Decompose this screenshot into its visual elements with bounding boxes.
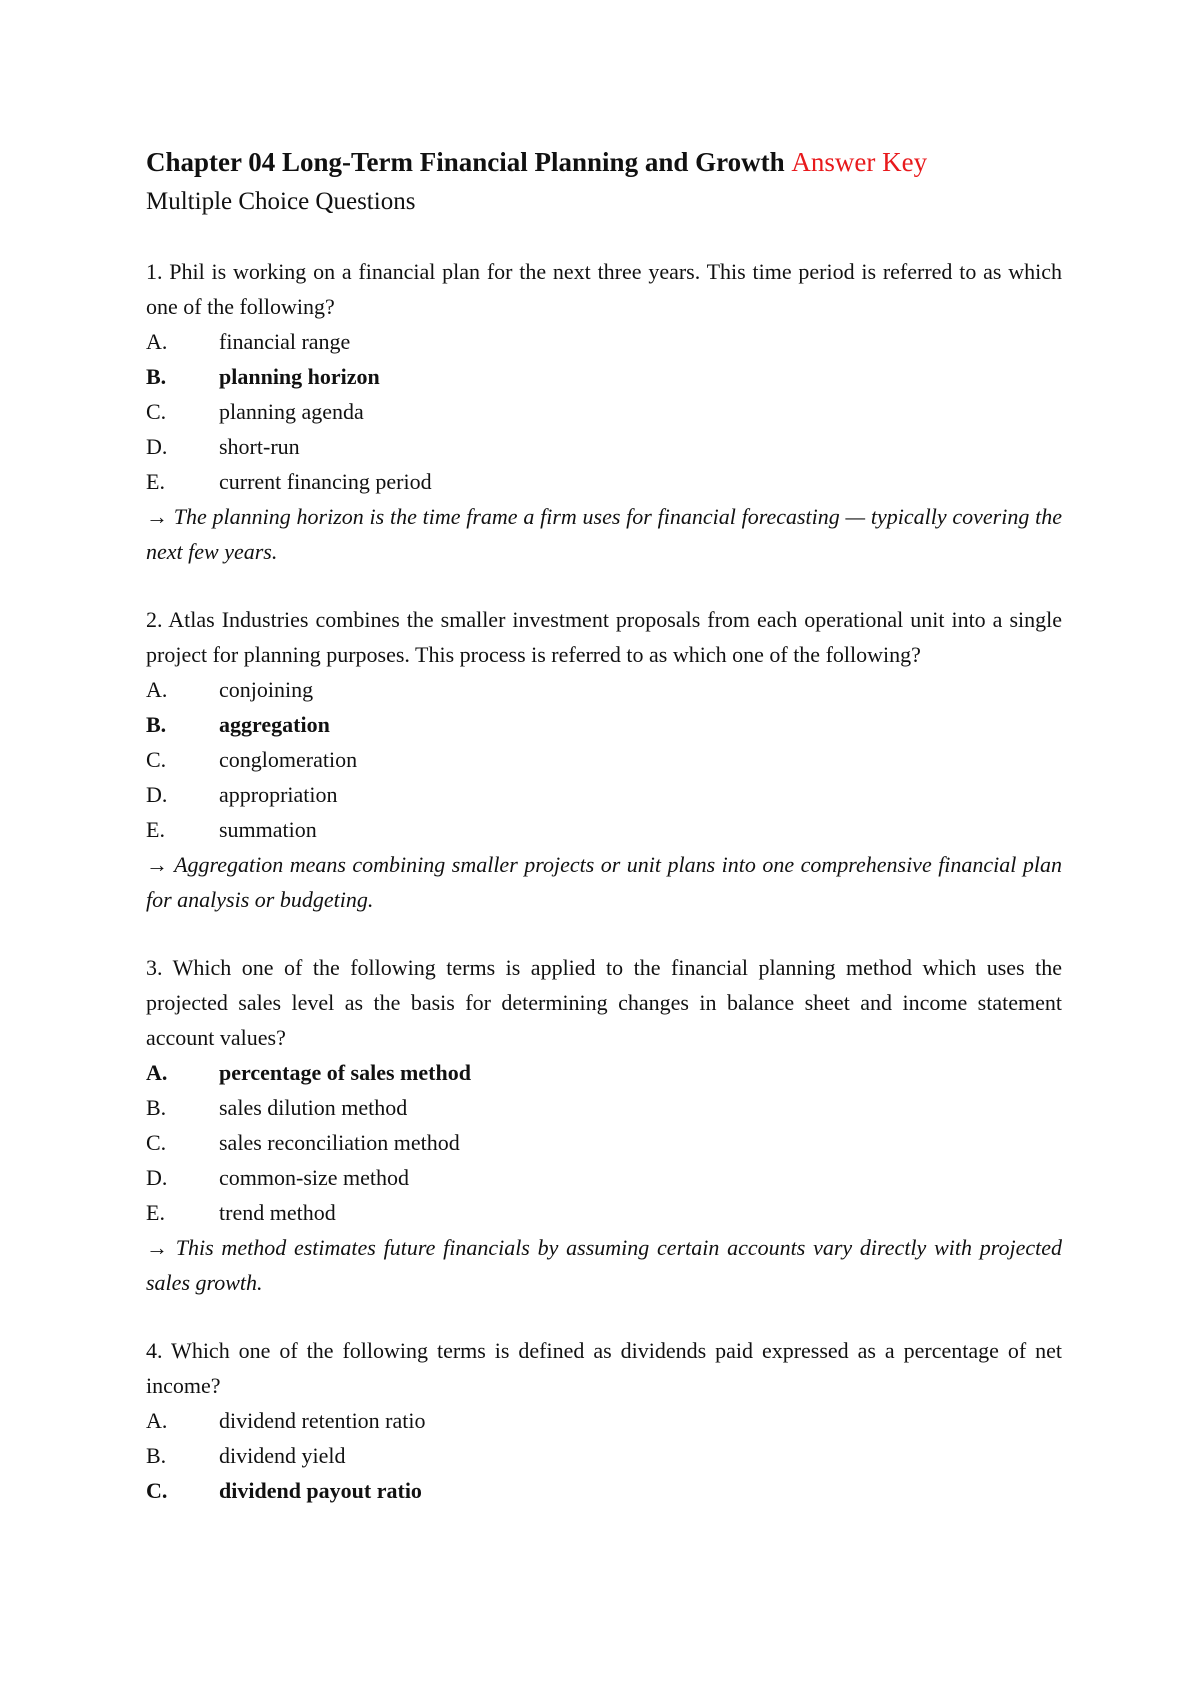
answer-option	[146, 324, 1062, 359]
section-subtitle: Multiple Choice Questions	[146, 188, 416, 215]
option-label: percentage of sales method	[219, 1060, 471, 1085]
answer-option	[146, 742, 1062, 777]
answer-options	[146, 324, 1062, 499]
option-label: sales reconciliation method	[219, 1130, 460, 1155]
answer-option	[146, 1090, 1062, 1125]
option-letter: B.	[146, 364, 167, 389]
option-label: sales dilution method	[219, 1095, 408, 1120]
answer-explanation: → Aggregation means combining smaller projects or unit plans into one comprehensive financial plan for analysis or budgeting.	[146, 852, 1062, 912]
option-letter: D.	[146, 434, 168, 459]
document-page	[146, 142, 1062, 1541]
document-title	[146, 142, 1062, 182]
question-text: 4. Which one of the following terms is defined as dividends paid expressed as a percentage of net income?	[146, 1338, 1062, 1398]
answer-option	[146, 672, 1062, 707]
answer-options	[146, 1403, 1062, 1508]
question-block	[146, 602, 1062, 917]
chapter-title: Chapter 04 Long-Term Financial Planning and Growth	[146, 147, 785, 177]
answer-option	[146, 812, 1062, 847]
option-label: common-size method	[219, 1165, 410, 1190]
option-letter: A.	[146, 1060, 168, 1085]
option-label: aggregation	[219, 712, 330, 737]
correct-answer-option	[146, 359, 1062, 394]
answer-options	[146, 672, 1062, 847]
option-label: dividend yield	[219, 1443, 346, 1468]
option-label: dividend retention ratio	[219, 1408, 426, 1433]
question-list	[146, 254, 1062, 1508]
option-label: planning agenda	[219, 399, 364, 424]
correct-answer-option	[146, 1055, 1062, 1090]
answer-options	[146, 1055, 1062, 1230]
option-letter: A.	[146, 1408, 168, 1433]
option-letter: A.	[146, 329, 168, 354]
option-label: summation	[219, 817, 317, 842]
question-block	[146, 950, 1062, 1300]
option-label: financial range	[219, 329, 351, 354]
question-block	[146, 1333, 1062, 1508]
answer-option	[146, 1438, 1062, 1473]
answer-option	[146, 394, 1062, 429]
option-letter: A.	[146, 677, 168, 702]
option-letter: D.	[146, 1165, 168, 1190]
option-label: conglomeration	[219, 747, 358, 772]
question-text: 1. Phil is working on a financial plan for the next three years. This time period is referred to as which one of the following?	[146, 259, 1062, 319]
answer-option	[146, 429, 1062, 464]
option-label: appropriation	[219, 782, 338, 807]
option-letter: E.	[146, 1200, 165, 1225]
option-letter: C.	[146, 399, 167, 424]
question-text: 2. Atlas Industries combines the smaller investment proposals from each operational unit into a single project for planning purposes. This process is referred to as which one of the following?	[146, 607, 1062, 667]
answer-explanation: → The planning horizon is the time frame a firm uses for financial forecasting — typically covering the next few years.	[146, 504, 1062, 564]
option-letter: E.	[146, 817, 165, 842]
answer-key-label: Answer Key	[791, 147, 928, 177]
option-label: planning horizon	[219, 364, 380, 389]
question-block	[146, 254, 1062, 569]
option-letter: B.	[146, 712, 167, 737]
option-label: current financing period	[219, 469, 432, 494]
correct-answer-option	[146, 707, 1062, 742]
answer-option	[146, 464, 1062, 499]
answer-option	[146, 1160, 1062, 1195]
option-letter: C.	[146, 1478, 168, 1503]
option-label: trend method	[219, 1200, 336, 1225]
answer-option	[146, 1403, 1062, 1438]
option-letter: D.	[146, 782, 168, 807]
option-label: conjoining	[219, 677, 314, 702]
option-letter: E.	[146, 469, 165, 494]
correct-answer-option	[146, 1473, 1062, 1508]
answer-option	[146, 777, 1062, 812]
option-label: short-run	[219, 434, 300, 459]
option-letter: C.	[146, 1130, 167, 1155]
option-label: dividend payout ratio	[219, 1478, 422, 1503]
answer-option	[146, 1195, 1062, 1230]
option-letter: C.	[146, 747, 167, 772]
question-text: 3. Which one of the following terms is applied to the financial planning method which uses the projected sales level as the basis for determining changes in balance sheet and income statement account values?	[146, 955, 1062, 1050]
option-letter: B.	[146, 1443, 167, 1468]
answer-explanation: → This method estimates future financials by assuming certain accounts vary directly with projected sales growth.	[146, 1235, 1062, 1295]
answer-option	[146, 1125, 1062, 1160]
option-letter: B.	[146, 1095, 167, 1120]
